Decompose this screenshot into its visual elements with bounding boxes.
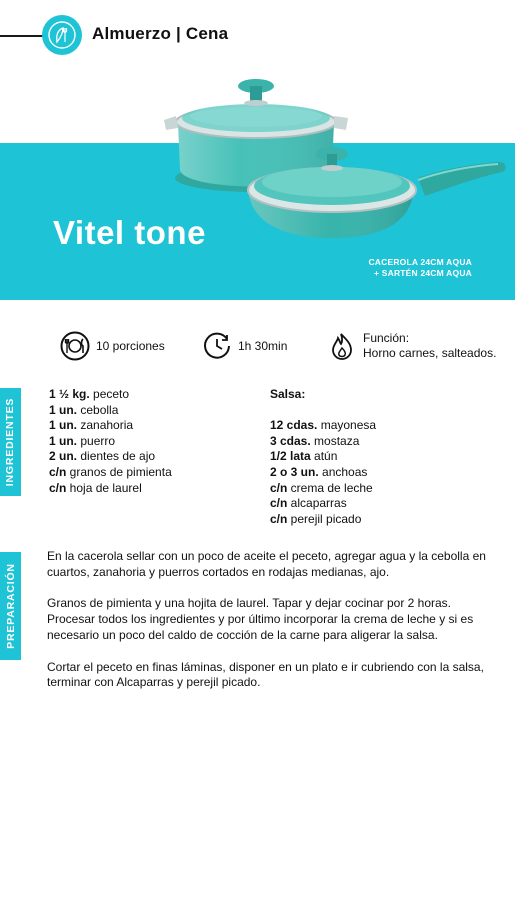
ingredient-item: 2 un. dientes de ajo bbox=[49, 449, 156, 464]
ingredients-list bbox=[49, 387, 172, 496]
recipe-title: Vitel tone bbox=[53, 214, 206, 251]
flame-icon bbox=[327, 331, 357, 361]
function-label: Función: bbox=[363, 331, 410, 345]
salsa-item: 2 o 3 un. anchoas bbox=[270, 464, 368, 479]
product-caption bbox=[368, 257, 472, 279]
salsa-item: 3 cdas. mostaza bbox=[270, 433, 360, 448]
salsa-item: 12 cdas. mayonesa bbox=[270, 418, 377, 433]
ingredient-item: 1 un. cebolla bbox=[49, 402, 119, 417]
salsa-item: c/n perejil picado bbox=[270, 511, 362, 526]
recipe-category: Almuerzo | Cena bbox=[92, 24, 229, 43]
function-info bbox=[327, 331, 496, 361]
brand-logo bbox=[42, 15, 82, 55]
salsa-item: c/n crema de leche bbox=[270, 480, 373, 495]
salsa-title: Salsa: bbox=[270, 387, 306, 401]
plate-cutlery-icon bbox=[60, 331, 90, 361]
ingredient-item: 1 ½ kg. peceto bbox=[49, 387, 130, 401]
preparation-tab-label: PREPARACIÓN bbox=[4, 563, 17, 649]
preparation-paragraph: Cortar el peceto en finas láminas, disponer en un plato e ir cubriendo con la salsa, terminar con Alcaparras y perejil picado. bbox=[47, 659, 484, 690]
portions-info bbox=[60, 331, 165, 361]
preparation-tab bbox=[0, 552, 21, 660]
time-text: 1h 30min bbox=[238, 339, 288, 353]
clock-icon bbox=[202, 331, 232, 361]
function-text bbox=[363, 331, 496, 361]
time-info bbox=[202, 331, 287, 361]
header-rule bbox=[0, 35, 44, 37]
ingredient-item: c/n granos de pimienta bbox=[49, 464, 172, 479]
preparation-text bbox=[47, 549, 487, 707]
salsa-item: 1/2 lata atún bbox=[270, 449, 338, 464]
ingredient-item: c/n hoja de laurel bbox=[49, 480, 142, 495]
salsa-list bbox=[270, 387, 376, 527]
ingredients-tab bbox=[0, 388, 21, 496]
ingredient-item: 1 un. zanahoria bbox=[49, 418, 134, 433]
product-caption-line: + SARTÉN 24CM AQUA bbox=[374, 268, 472, 278]
ingredient-item: 1 un. puerro bbox=[49, 433, 116, 448]
salsa-item: c/n alcaparras bbox=[270, 496, 347, 511]
preparation-paragraph: En la cacerola sellar con un poco de aceite el peceto, agregar agua y la cebolla en cuartos, zanahoria y puerros cortados en rodajas medianas, ajo. bbox=[47, 549, 486, 579]
ingredients-tab-label: INGREDIENTES bbox=[4, 397, 17, 487]
preparation-paragraph: Granos de pimienta y una hojita de laurel. Tapar y dejar cocinar por 2 horas. Procesar todos los ingredientes y por último incorporar la crema de leche y si es necesario un poco del caldo de cocción de la carne para aligerar la salsa. bbox=[47, 596, 474, 642]
portions-text: 10 porciones bbox=[96, 339, 165, 353]
function-value: Horno carnes, salteados. bbox=[363, 346, 497, 360]
leaf-fork-icon bbox=[47, 20, 77, 50]
product-caption-line: CACEROLA 24CM AQUA bbox=[368, 257, 472, 267]
